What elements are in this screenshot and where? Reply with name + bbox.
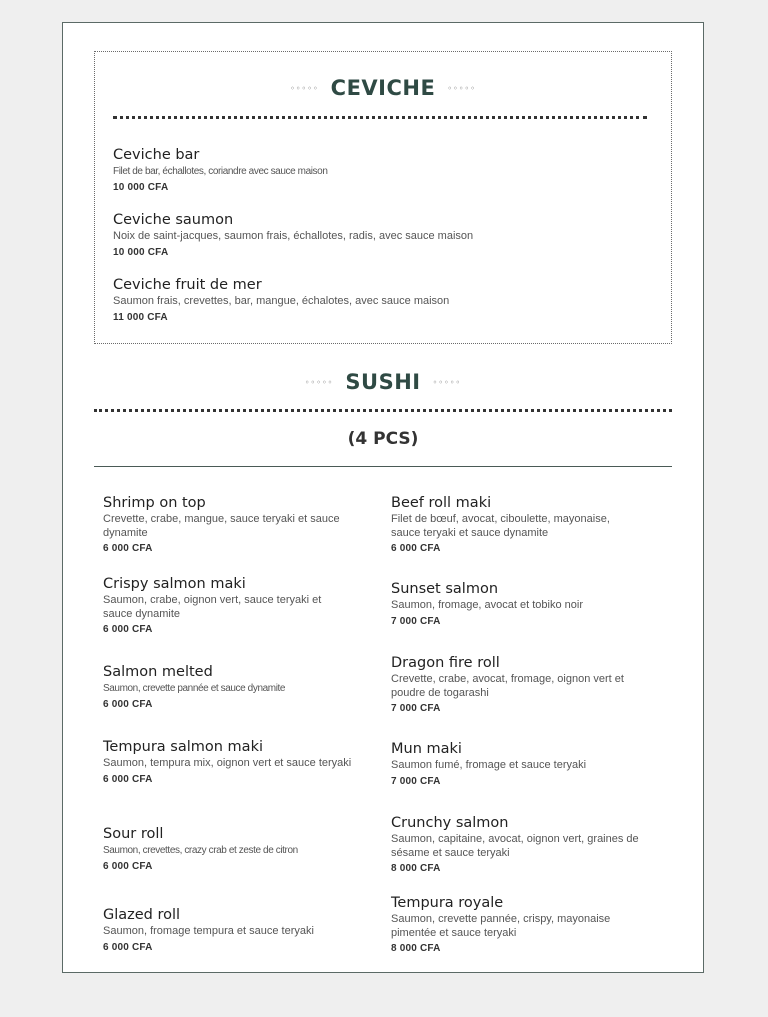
item-name: Glazed roll xyxy=(103,907,181,923)
item-desc: Crevette, crabe, mangue, sauce teryaki et sauce dynamite xyxy=(103,513,340,539)
sushi-heading xyxy=(63,370,703,394)
item-price: 8 000 CFA xyxy=(391,863,441,874)
menu-item xyxy=(391,740,641,787)
item-name: Ceviche bar xyxy=(113,147,200,163)
menu-item xyxy=(103,663,353,710)
item-name: Tempura salmon maki xyxy=(103,739,263,755)
item-price: 6 000 CFA xyxy=(391,543,441,554)
sushi-subtitle: (4 PCS) xyxy=(347,429,419,449)
item-price: 6 000 CFA xyxy=(103,543,153,554)
item-desc: Saumon, tempura mix, oignon vert et sauce teryaki xyxy=(103,757,352,769)
item-desc: Saumon, crabe, oignon vert, sauce teryaki et sauce dynamite xyxy=(103,594,322,620)
item-price: 6 000 CFA xyxy=(103,698,153,710)
item-name: Shrimp on top xyxy=(103,495,206,511)
menu-item xyxy=(391,494,641,554)
ornament-right: ◦◦◦◦◦ xyxy=(447,83,476,93)
item-name: Sunset salmon xyxy=(391,581,499,597)
item-price: 6 000 CFA xyxy=(103,773,153,785)
item-desc: Saumon frais, crevettes, bar, mangue, échalotes, avec sauce maison xyxy=(113,295,450,307)
item-desc: Filet de bar, échallotes, coriandre avec sauce maison xyxy=(113,166,328,177)
item-name: Crunchy salmon xyxy=(391,815,509,831)
item-price: 7 000 CFA xyxy=(391,615,441,627)
item-desc: Saumon, fromage, avocat et tobiko noir xyxy=(391,599,583,611)
item-desc: Saumon, crevette pannée, crispy, mayonaise pimentée et sauce teryaki xyxy=(391,913,611,939)
item-desc: Saumon fumé, fromage et sauce teryaki xyxy=(391,759,587,771)
item-price: 10 000 CFA xyxy=(113,246,169,258)
item-desc: Noix de saint-jacques, saumon frais, échallotes, radis, avec sauce maison xyxy=(113,230,474,242)
item-name: Ceviche saumon xyxy=(113,212,234,228)
item-desc: Crevette, crabe, avocat, fromage, oignon vert et poudre de togarashi xyxy=(391,673,624,699)
item-name: Beef roll maki xyxy=(391,495,492,511)
item-name: Crispy salmon maki xyxy=(103,576,246,592)
item-name: Mun maki xyxy=(391,741,462,757)
ceviche-heading xyxy=(95,76,671,100)
item-price: 6 000 CFA xyxy=(103,941,153,953)
ceviche-divider xyxy=(113,116,647,119)
item-name: Sour roll xyxy=(103,826,164,842)
item-price: 11 000 CFA xyxy=(113,311,168,323)
ceviche-title: CEVICHE xyxy=(330,76,436,100)
item-price: 8 000 CFA xyxy=(391,943,441,954)
item-desc: Saumon, fromage tempura et sauce teryaki xyxy=(103,925,314,937)
item-price: 7 000 CFA xyxy=(391,703,441,714)
menu-item xyxy=(103,738,353,785)
item-price: 6 000 CFA xyxy=(103,624,153,635)
ornament-left: ◦◦◦◦◦ xyxy=(290,83,319,93)
item-price: 7 000 CFA xyxy=(391,775,441,787)
menu-item xyxy=(391,654,641,714)
menu-item xyxy=(103,494,353,554)
menu-item xyxy=(391,894,641,954)
menu-item xyxy=(103,906,353,953)
item-price: 10 000 CFA xyxy=(113,181,169,193)
item-desc: Saumon, crevette pannée et sauce dynamite xyxy=(103,683,286,694)
menu-item xyxy=(103,825,353,872)
sushi-title: SUSHI xyxy=(345,370,421,394)
menu-item xyxy=(113,211,653,258)
item-price: 6 000 CFA xyxy=(103,860,153,872)
item-name: Salmon melted xyxy=(103,664,213,680)
menu-item xyxy=(113,276,653,323)
ornament-left: ◦◦◦◦◦ xyxy=(304,377,334,387)
item-name: Tempura royale xyxy=(391,895,504,911)
menu-item xyxy=(391,814,641,874)
item-name: Ceviche fruit de mer xyxy=(113,277,262,293)
ceviche-section xyxy=(94,51,672,344)
ornament-right: ◦◦◦◦◦ xyxy=(432,377,462,387)
item-name: Dragon fire roll xyxy=(391,655,500,671)
menu-item xyxy=(113,146,653,193)
menu-item xyxy=(103,575,353,635)
item-desc: Filet de bœuf, avocat, ciboulette, mayonaise, sauce teryaki et sauce dynamite xyxy=(391,513,610,539)
sushi-rule xyxy=(94,466,672,467)
item-desc: Saumon, capitaine, avocat, oignon vert, graines de sésame et sauce teryaki xyxy=(391,833,639,859)
sushi-divider xyxy=(94,409,672,412)
item-desc: Saumon, crevettes, crazy crab et zeste de citron xyxy=(103,845,298,856)
menu-item xyxy=(391,580,641,627)
menu-page xyxy=(62,22,704,973)
